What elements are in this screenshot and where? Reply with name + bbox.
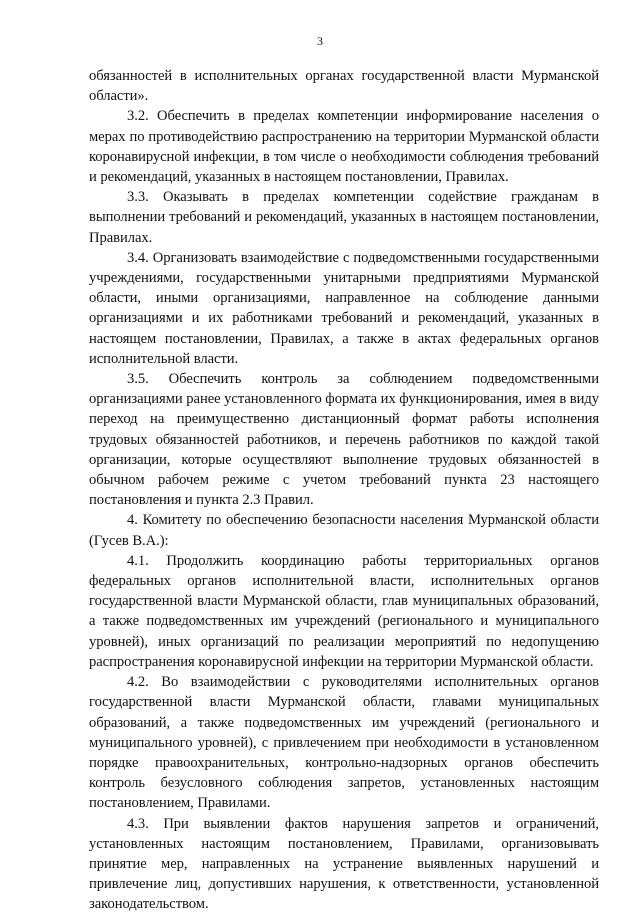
paragraph-3-3: 3.3. Оказывать в пределах компетенции содействие гражданам в выполнении требований и рекомендаций, указанных в настоящем постановлении, Правилах. — [89, 189, 599, 246]
paragraph-continuation: обязанностей в исполнительных органах государственной власти Мурманской области». — [89, 68, 599, 105]
paragraph-3-5: 3.5. Обеспечить контроль за соблюдением подведомственными организациями ранее установленного формата их функционирования, имея в виду переход на преимущественно дистанционный формат работы исполнения трудовых обязанностей работников, и перечень работников по каждой такой организации, которые осуществляют выполнение трудовых обязанностей в обычном рабочем режиме с учетом требований пункта 23 настоящего постановления и пункта 2.3 Правил. — [89, 371, 599, 509]
page-number: 3 — [317, 34, 323, 48]
paragraph-4-1: 4.1. Продолжить координацию работы территориальных органов федеральных органов исполнительной власти, исполнительных органов государственной власти Мурманской области, глав муниципальных образований, а также подведомственных им учреждений (регионального и муниципального уровней), иных организаций по реализации мероприятий по недопущению распространения коронавирусной инфекции на территории Мурманской области. — [89, 552, 599, 670]
paragraph-4-3: 4.3. При выявлении фактов нарушения запретов и ограничений, установленных настоящим постановлением, Правилами, организовывать принятие мер, направленных на устранение выявленных нарушений и привлечение лиц, допустивших нарушения, к ответственности, установленной законодательством. — [89, 815, 599, 913]
paragraph-4: 4. Комитету по обеспечению безопасности населения Мурманской области (Гусев В.А.): — [89, 512, 599, 549]
paragraph-4-2: 4.2. Во взаимодействии с руководителями исполнительных органов государственной власти Мурманской области, главами муниципальных образований, а также подведомственных им учреждений (регионального и муниципального уровней), с привлечением при необходимости в установленном порядке правоохранительных, контрольно-надзорных органов обеспечить контроль безусловного соблюдения запретов, установленных настоящим постановлением, Правилами. — [89, 674, 599, 812]
paragraph-3-4: 3.4. Организовать взаимодействие с подведомственными государственными учреждениями, государственными унитарными предприятиями Мурманской области, иными организациями, направленное на соблюдение данными организациями и их работниками требований и рекомендаций, указанных в настоящем постановлении, Правилах, а также в актах федеральных органов исполнительной власти. — [89, 249, 599, 367]
paragraph-3-2: 3.2. Обеспечить в пределах компетенции информирование населения о мерах по противодействию распространению на территории Мурманской области коронавирусной инфекции, в том числе о необходимости соблюдения требований и рекомендаций, указанных в настоящем постановлении, Правилах. — [89, 108, 599, 186]
